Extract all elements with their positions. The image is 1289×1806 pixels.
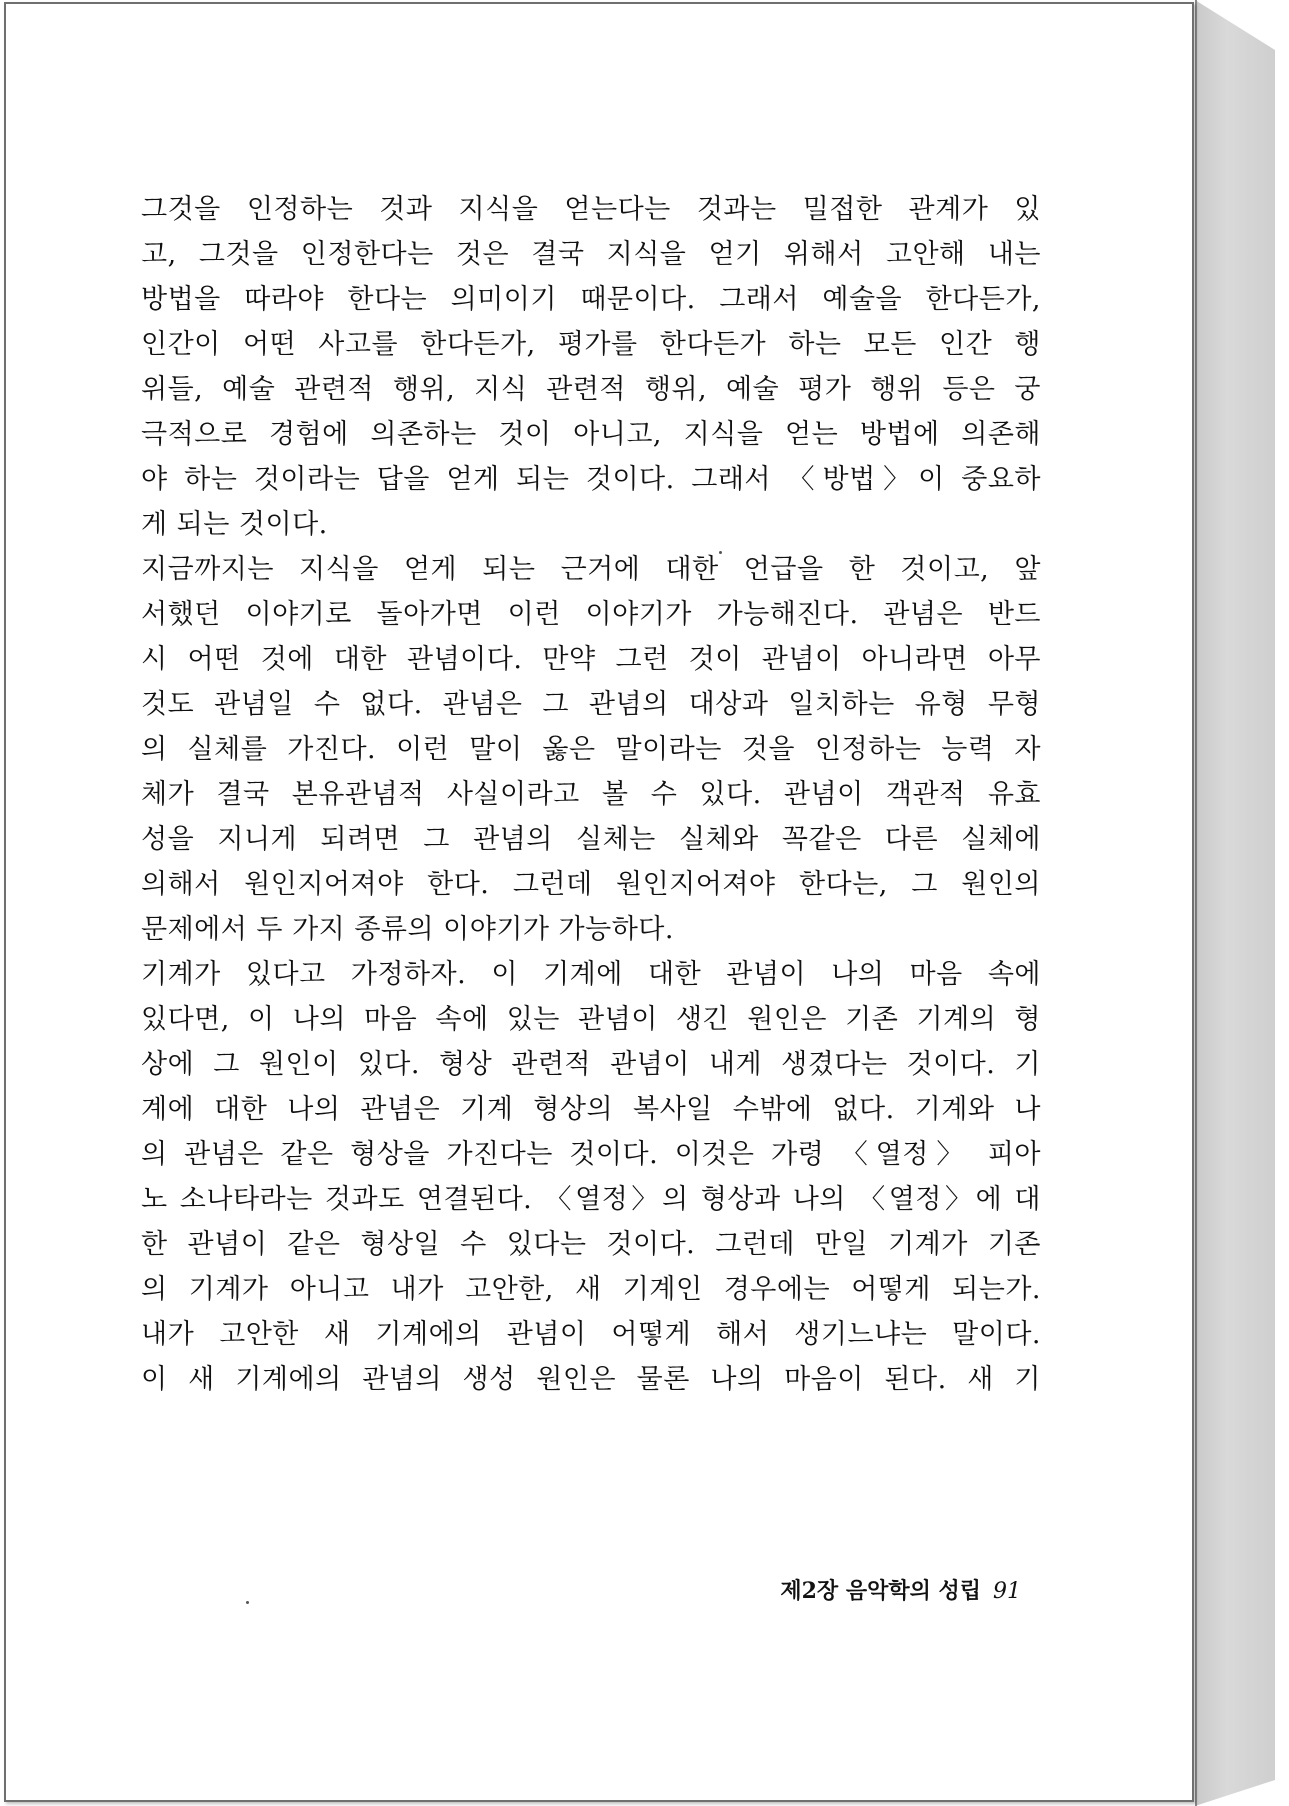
text-line: 위들, 예술 관련적 행위, 지식 관련적 행위, 예술 평가 행위 등은 궁: [141, 374, 1041, 405]
text-line: 노 소나타라는 것과도 연결된다. 〈열정〉의 형상과 나의 〈열정〉에 대: [141, 1184, 1041, 1215]
text-line: 시 어떤 것에 대한 관념이다. 만약 그런 것이 관념이 아니라면 아무: [141, 644, 1041, 675]
text-line: 방법을 따라야 한다는 의미이기 때문이다. 그래서 예술을 한다든가,: [141, 284, 1041, 315]
text-line: 한 관념이 같은 형상일 수 있다는 것이다. 그런데 만일 기계가 기존: [141, 1229, 1041, 1260]
text-line: 기계가 있다고 가정하자. 이 기계에 대한 관념이 나의 마음 속에: [141, 959, 1041, 990]
text-line: 극적으로 경험에 의존하는 것이 아니고, 지식을 얻는 방법에 의존해: [141, 419, 1041, 450]
page-number: 91: [993, 1579, 1021, 1604]
text-line: 것도 관념일 수 없다. 관념은 그 관념의 대상과 일치하는 유형 무형: [141, 689, 1041, 720]
chapter-title: 제2장 음악학의 성립: [780, 1578, 981, 1604]
book-spine: [1195, 0, 1275, 1806]
text-line: 고, 그것을 인정한다는 것은 결국 지식을 얻기 위해서 고안해 내는: [141, 239, 1041, 270]
text-line: 내가 고안한 새 기계에의 관념이 어떻게 해서 생기느냐는 말이다.: [141, 1319, 1041, 1350]
text-line: 야 하는 것이라는 답을 얻게 되는 것이다. 그래서 〈방법〉이 중요하: [141, 464, 1041, 495]
text-line: 성을 지니게 되려면 그 관념의 실체는 실체와 꼭같은 다른 실체에: [141, 824, 1041, 855]
text-line: 의 실체를 가진다. 이런 말이 옳은 말이라는 것을 인정하는 능력 자: [141, 734, 1041, 765]
text-line: 의 기계가 아니고 내가 고안한, 새 기계인 경우에는 어떻게 되는가.: [141, 1274, 1041, 1305]
text-line: 인간이 어떤 사고를 한다든가, 평가를 한다든가 하는 모든 인간 행: [141, 329, 1041, 360]
body-text: [141, 187, 1041, 1402]
text-line: 문제에서 두 가지 종류의 이야기가 가능하다.: [141, 914, 674, 945]
print-speck: [246, 1601, 249, 1604]
book-spine-edge: [1195, 0, 1197, 1806]
text-line: 의 관념은 같은 형상을 가진다는 것이다. 이것은 가령 〈열정〉 피아: [141, 1139, 1041, 1170]
text-line: 게 되는 것이다.: [141, 509, 328, 540]
text-line: 계에 대한 나의 관념은 기계 형상의 복사일 수밖에 없다. 기계와 나: [141, 1094, 1041, 1125]
book-page: [4, 2, 1194, 1802]
text-line: 있다면, 이 나의 마음 속에 있는 관념이 생긴 원인은 기존 기계의 형: [141, 1004, 1041, 1035]
text-line: 그것을 인정하는 것과 지식을 얻는다는 것과는 밀접한 관계가 있: [141, 194, 1041, 225]
text-line: 서했던 이야기로 돌아가면 이런 이야기가 가능해진다. 관념은 반드: [141, 599, 1041, 630]
text-line: 지금까지는 지식을 얻게 되는 근거에 대한 언급을 한 것이고, 앞: [141, 554, 1041, 585]
text-line: 상에 그 원인이 있다. 형상 관련적 관념이 내게 생겼다는 것이다. 기: [141, 1049, 1041, 1080]
text-line: 의해서 원인지어져야 한다. 그런데 원인지어져야 한다는, 그 원인의: [141, 869, 1041, 900]
print-speck: [719, 551, 722, 554]
page-footer: [751, 1574, 1021, 1605]
text-line: 이 새 기계에의 관념의 생성 원인은 물론 나의 마음이 된다. 새 기: [141, 1364, 1041, 1395]
text-line: 체가 결국 본유관념적 사실이라고 볼 수 있다. 관념이 객관적 유효: [141, 779, 1041, 810]
